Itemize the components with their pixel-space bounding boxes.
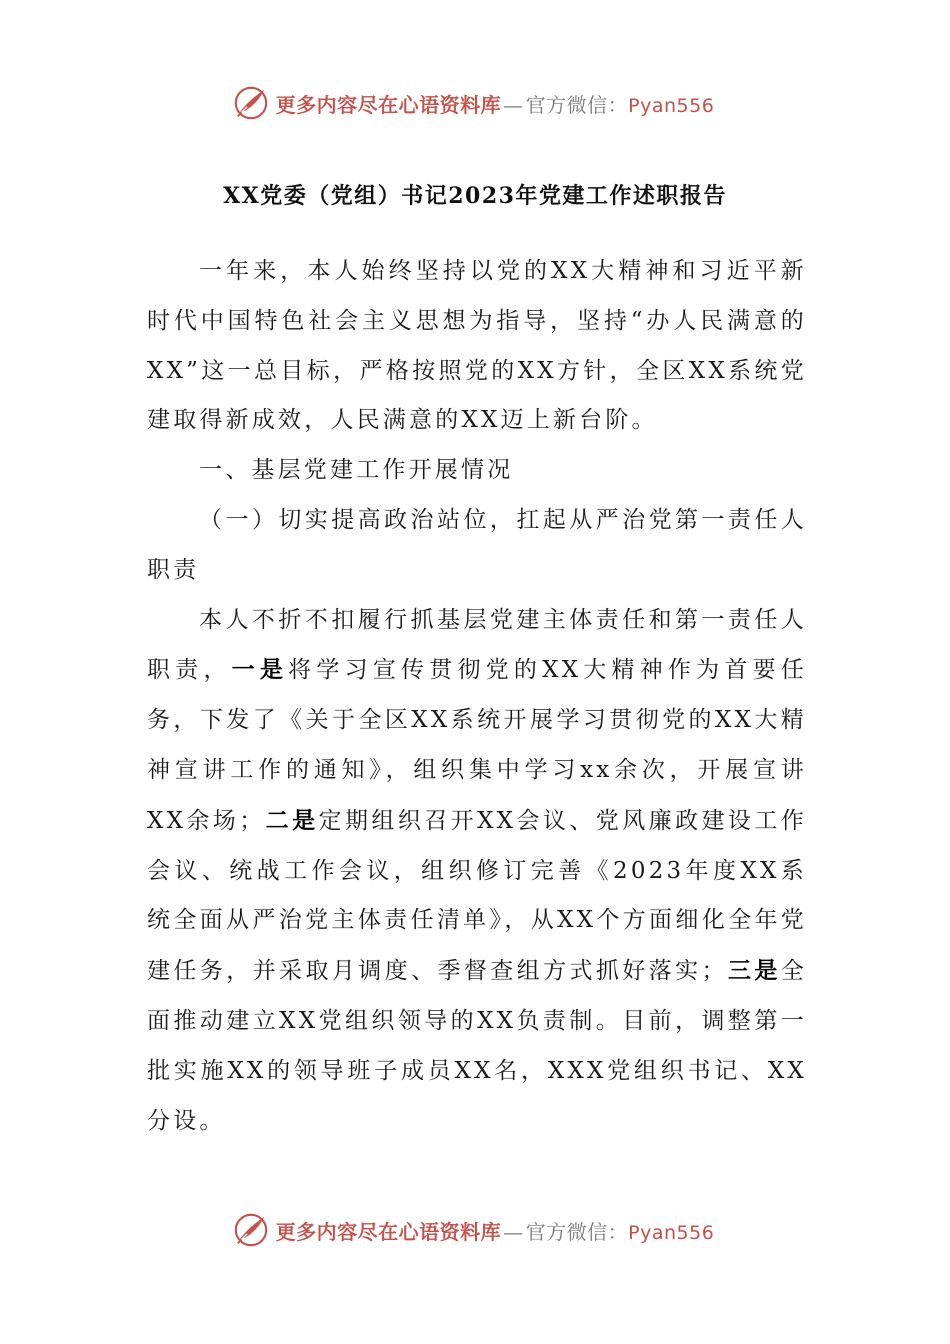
quill-pen-icon — [232, 84, 270, 122]
quill-pen-icon — [232, 1211, 270, 1249]
point-text-1: 将学习宣传贯彻党的XX大精神作为首要任务，下发了《关于全区XX系统开展学习贯彻党的XX大精神宣讲工作的通知》，组织集中学习xx余次，开展宣讲XX余场； — [147, 657, 807, 834]
point-text-3: 全面推动建立XX党组织领导的XX负责制。目前，调整第一批实施XX的领导班子成员XX名，XXX党组织书记、XX分设。 — [147, 958, 807, 1134]
point-text-2: 定期组织召开XX会议、党风廉政建设工作会议、统战工作会议，组织修订完善《2023年度XX系统全面从严治党主体责任清单》，从XX个方面细化全年党建任务，并采取月调度、季督查组方式抓好落实； — [147, 807, 807, 985]
watermark-wechat-id: Pyan556 — [628, 1221, 715, 1244]
watermark-banner-top — [0, 83, 950, 123]
body-paragraph — [147, 596, 807, 1147]
watermark-wechat-label: 官方微信： — [525, 1219, 629, 1244]
document-body — [147, 247, 807, 1146]
section-heading-1: 一、基层党建工作开展情况 — [199, 457, 514, 484]
watermark-dash: — — [503, 92, 524, 117]
point-marker-1: 一是 — [231, 656, 289, 684]
para-lead: 本人不折不扣履行抓基层党建主体责任和第一责任人职责， — [147, 606, 807, 684]
watermark-wechat-id: Pyan556 — [628, 94, 715, 117]
point-marker-3: 三是 — [727, 957, 781, 985]
watermark-text — [276, 89, 715, 118]
document-title: XX党委（党组）书记2023年党建工作述职报告 — [223, 183, 727, 209]
watermark-wechat-label: 官方微信： — [525, 92, 629, 117]
watermark-slogan: 更多内容尽在心语资料库 — [275, 92, 502, 117]
watermark-text — [276, 1216, 715, 1245]
watermark-slogan: 更多内容尽在心语资料库 — [275, 1219, 502, 1244]
subsection-heading-1: （一）切实提高政治站位，扛起从严治党第一责任人职责 — [147, 506, 807, 583]
intro-paragraph: 一年来，本人始终坚持以党的XX大精神和习近平新时代中国特色社会主义思想为指导，坚持“办人民满意的XX”这一总目标，严格按照党的XX方针，全区XX系统党建取得新成效，人民满意的XX迈上新台阶。 — [147, 258, 807, 434]
watermark-banner-bottom — [0, 1210, 950, 1250]
watermark-dash: — — [503, 1219, 524, 1244]
point-marker-2: 二是 — [265, 806, 319, 834]
